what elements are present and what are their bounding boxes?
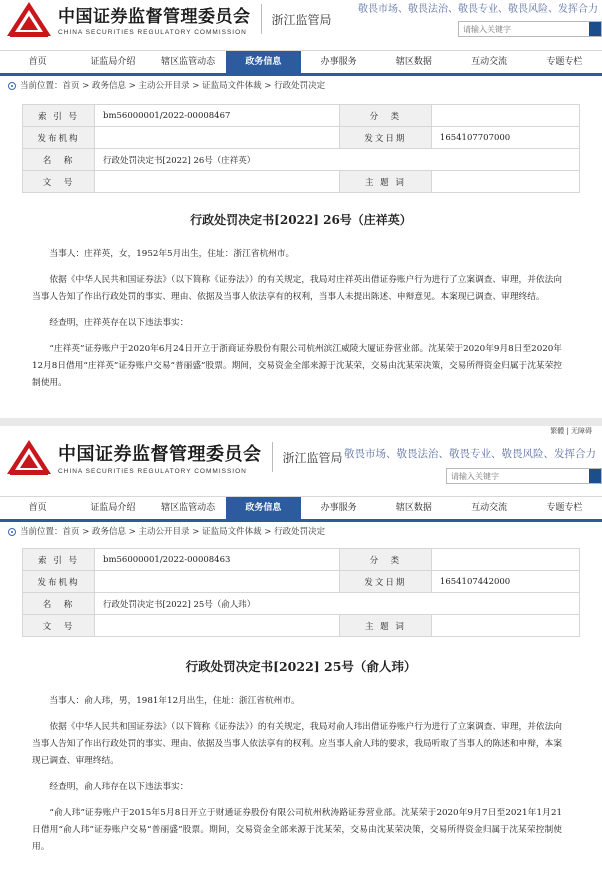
site-logo[interactable] bbox=[6, 438, 343, 476]
paragraph: 经查明，俞人玮存在以下违法事实： bbox=[49, 782, 189, 792]
paragraph: 依据《中华人民共和国证券法》（以下简称《证券法》）的有关规定，我局对俞人玮出借证券账户行为进行了立案调查、审理，并依法向当事人告知了作出行政处罚的事实、理由、依据及当事人依法享有的权利。应当事人俞人玮的要求，我局听取了当事人的陈述和申辩，本案现已调查、审理终结。 bbox=[32, 722, 562, 766]
top-links[interactable]: 繁體 | 无障碍 bbox=[550, 427, 592, 435]
nav-about[interactable]: 证监局介绍 bbox=[90, 503, 136, 513]
subject-label: 主 题 词 bbox=[339, 615, 431, 637]
subject-value bbox=[431, 615, 579, 637]
location-icon bbox=[8, 82, 16, 90]
table-row bbox=[23, 127, 580, 149]
logo-divider bbox=[261, 4, 262, 34]
table-row bbox=[23, 149, 580, 171]
name-value: 行政处罚决定书[2022] 25号（俞人玮） bbox=[95, 593, 580, 615]
metadata-table bbox=[22, 104, 580, 193]
date-label: 发文日期 bbox=[339, 571, 431, 593]
nav-home[interactable]: 首页 bbox=[28, 57, 47, 67]
docno-value bbox=[95, 615, 340, 637]
main-nav bbox=[0, 50, 602, 76]
category-value bbox=[431, 105, 579, 127]
table-row bbox=[23, 549, 580, 571]
paragraph: “庄祥英”证券账户于2020年6月24日开立于浙商证券股份有限公司杭州滨江威陵大厦证券营业部。沈某荣于2020年9月8日至2020年12月8日借用“庄祥英”证券账户交易“普丽盛”股票。期间，交易资金全部来源于沈某荣，交易由沈某荣决策，交易所得资金归属于沈某荣控制使用。 bbox=[32, 344, 562, 388]
name-value: 行政处罚决定书[2022] 26号（庄祥英） bbox=[95, 149, 580, 171]
table-row bbox=[23, 105, 580, 127]
csrc-logo-icon bbox=[6, 438, 52, 476]
logo-chinese-name: 中国证券监督管理委员会 bbox=[58, 7, 251, 27]
category-value bbox=[431, 549, 579, 571]
subject-label: 主 题 词 bbox=[339, 171, 431, 193]
nav-topics[interactable]: 专题专栏 bbox=[546, 57, 583, 67]
breadcrumb-text[interactable]: 当前位置：首页 > 政务信息 > 主动公开目录 > 证监局文件体裁 > 行政处罚决定 bbox=[20, 81, 326, 91]
search-input[interactable] bbox=[459, 22, 589, 36]
issuer-label: 发布机构 bbox=[23, 127, 95, 149]
screenshot-divider bbox=[0, 418, 602, 426]
nav-services[interactable]: 办事服务 bbox=[320, 57, 357, 67]
main-nav bbox=[0, 496, 602, 522]
header-slogan: 敬畏市场、敬畏法治、敬畏专业、敬畏风险、发挥合力 bbox=[344, 448, 596, 460]
nav-government-info[interactable]: 政务信息 bbox=[226, 497, 301, 519]
docno-label: 文 号 bbox=[23, 171, 95, 193]
paragraph: “俞人玮”证券账户于2015年5月8日开立于财通证券股份有限公司杭州秋涛路证券营业部。沈某荣于2020年9月7日至2021年1月21日借用“俞人玮”证券账户交易“普丽盛”股票。期间，交易资金全部来源于沈某荣，交易由沈某荣决策，交易所得资金归属于沈某荣控制使用。 bbox=[32, 808, 562, 852]
site-header bbox=[0, 426, 602, 496]
date-label: 发文日期 bbox=[339, 127, 431, 149]
table-row bbox=[23, 593, 580, 615]
paragraph: 当事人：庄祥英，女，1952年5月出生，住址：浙江省杭州市。 bbox=[49, 249, 295, 259]
table-row bbox=[23, 615, 580, 637]
document-title: 行政处罚决定书[2022] 25号（俞人玮） bbox=[185, 659, 417, 674]
nav-interaction[interactable]: 互动交流 bbox=[471, 57, 508, 67]
site-logo[interactable] bbox=[6, 0, 332, 38]
name-label: 名 称 bbox=[23, 149, 95, 171]
screenshot-panel-2 bbox=[0, 426, 602, 874]
nav-home[interactable]: 首页 bbox=[28, 503, 47, 513]
nav-regional-news[interactable]: 辖区监管动态 bbox=[161, 503, 216, 513]
search-button[interactable] bbox=[589, 469, 601, 483]
breadcrumb bbox=[0, 76, 602, 96]
article-content bbox=[22, 548, 580, 856]
region-name: 浙江监管局 bbox=[282, 450, 343, 465]
header-slogan: 敬畏市场、敬畏法治、敬畏专业、敬畏风险、发挥合力 bbox=[358, 4, 598, 15]
nav-about[interactable]: 证监局介绍 bbox=[90, 57, 136, 67]
nav-government-info[interactable]: 政务信息 bbox=[226, 51, 301, 73]
search-input[interactable] bbox=[447, 469, 589, 483]
search-box bbox=[458, 21, 602, 37]
table-row bbox=[23, 171, 580, 193]
nav-topics[interactable]: 专题专栏 bbox=[546, 503, 583, 513]
paragraph: 当事人：俞人玮，男，1981年12月出生，住址：浙江省杭州市。 bbox=[49, 696, 300, 706]
site-header bbox=[0, 0, 602, 50]
nav-regional-data[interactable]: 辖区数据 bbox=[395, 503, 432, 513]
metadata-table bbox=[22, 548, 580, 637]
nav-services[interactable]: 办事服务 bbox=[320, 503, 357, 513]
logo-divider bbox=[272, 442, 273, 472]
paragraph: 依据《中华人民共和国证券法》（以下简称《证券法》）的有关规定，我局对庄祥英出借证券账户行为进行了立案调查、审理，并依法向当事人告知了作出行政处罚的事实、理由、依据及当事人依法享有的权利，当事人未提出陈述、申辩意见。本案现已调查、审理终结。 bbox=[32, 275, 562, 302]
index-value: bm56000001/2022-00008467 bbox=[95, 105, 340, 127]
article-content bbox=[22, 104, 580, 392]
nav-regional-news[interactable]: 辖区监管动态 bbox=[161, 57, 216, 67]
issuer-value bbox=[95, 571, 340, 593]
breadcrumb bbox=[0, 522, 602, 542]
search-button[interactable] bbox=[589, 22, 601, 36]
date-value: 1654107442000 bbox=[431, 571, 579, 593]
logo-english-name: CHINA SECURITIES REGULATORY COMMISSION bbox=[58, 467, 247, 475]
logo-english-name: CHINA SECURITIES REGULATORY COMMISSION bbox=[58, 29, 247, 36]
screenshot-panel-1 bbox=[0, 0, 602, 418]
name-label: 名 称 bbox=[23, 593, 95, 615]
issuer-value bbox=[95, 127, 340, 149]
category-label: 分 类 bbox=[339, 549, 431, 571]
nav-regional-data[interactable]: 辖区数据 bbox=[395, 57, 432, 67]
category-label: 分 类 bbox=[339, 105, 431, 127]
nav-interaction[interactable]: 互动交流 bbox=[471, 503, 508, 513]
csrc-logo-icon bbox=[6, 0, 52, 38]
document-title: 行政处罚决定书[2022] 26号（庄祥英） bbox=[190, 213, 412, 227]
search-box bbox=[446, 468, 602, 484]
location-icon bbox=[8, 528, 16, 536]
issuer-label: 发布机构 bbox=[23, 571, 95, 593]
table-row bbox=[23, 571, 580, 593]
docno-label: 文 号 bbox=[23, 615, 95, 637]
index-label: 索 引 号 bbox=[23, 549, 95, 571]
docno-value bbox=[95, 171, 340, 193]
paragraph: 经查明，庄祥英存在以下违法事实： bbox=[49, 318, 189, 328]
subject-value bbox=[431, 171, 579, 193]
region-name: 浙江监管局 bbox=[271, 12, 332, 27]
index-label: 索 引 号 bbox=[23, 105, 95, 127]
date-value: 1654107707000 bbox=[431, 127, 579, 149]
breadcrumb-text[interactable]: 当前位置：首页 > 政务信息 > 主动公开目录 > 证监局文件体裁 > 行政处罚决定 bbox=[20, 527, 326, 537]
logo-chinese-name: 中国证券监督管理委员会 bbox=[58, 443, 262, 465]
index-value: bm56000001/2022-00008463 bbox=[95, 549, 340, 571]
